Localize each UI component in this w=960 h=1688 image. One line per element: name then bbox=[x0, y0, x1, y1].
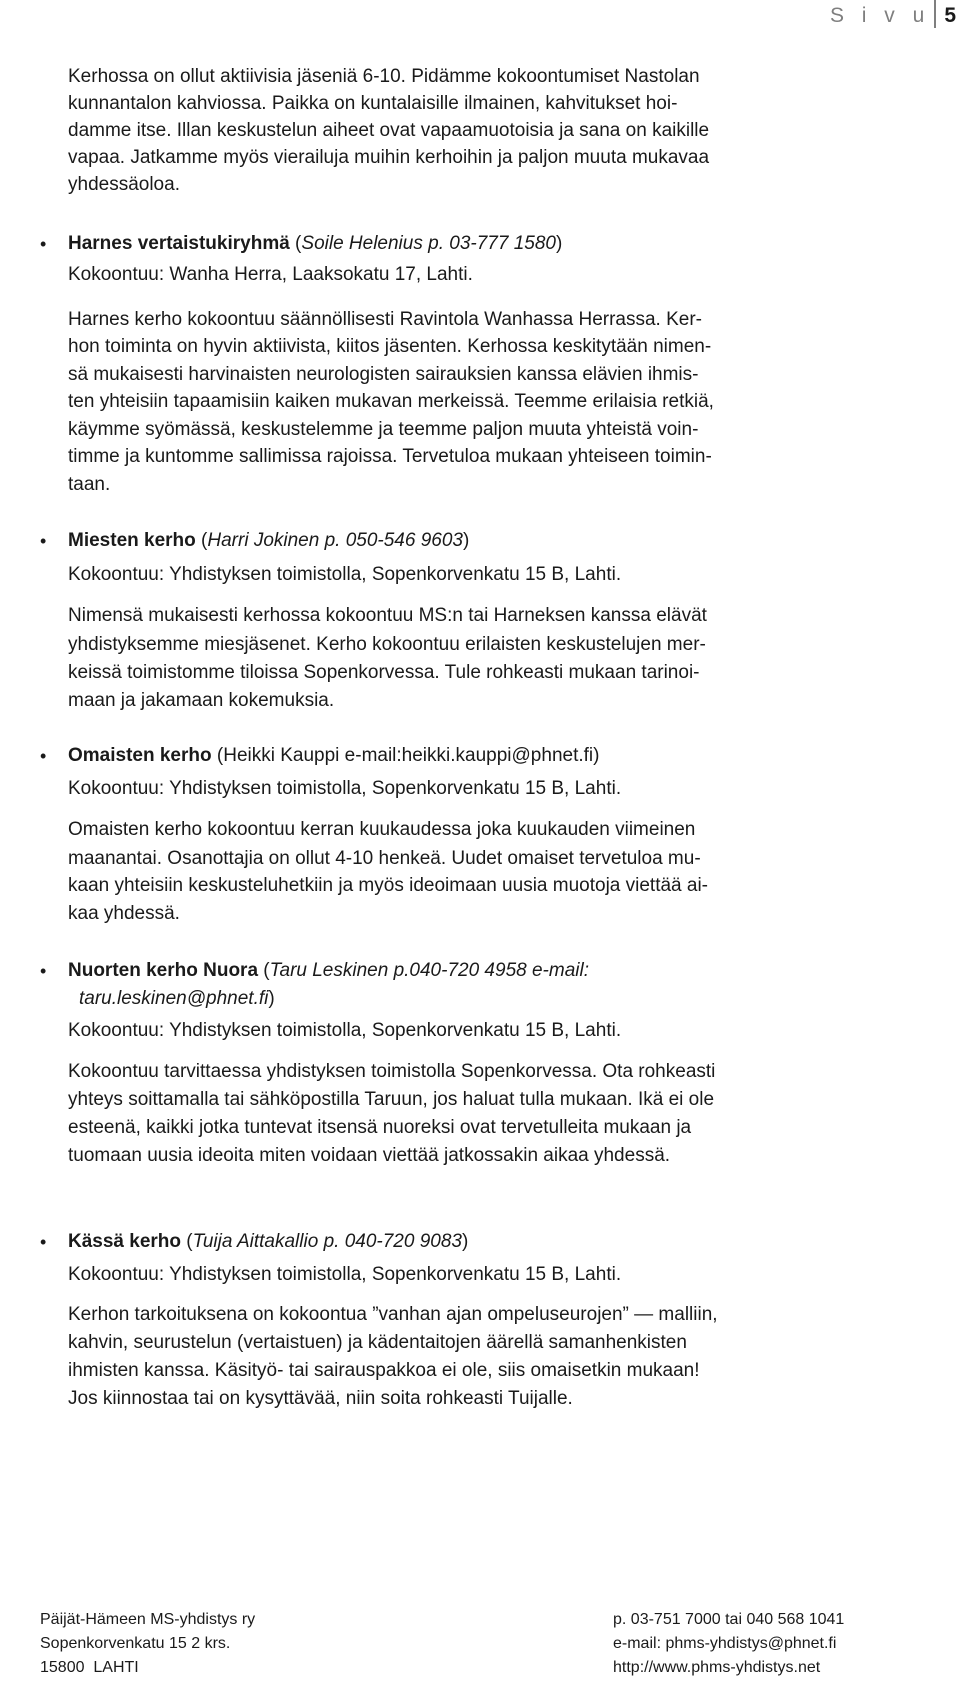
body-line: yhteys soittamalla tai sähköpostilla Taruun, jos haluat tulla mukaan. Ikä ei ole bbox=[68, 1089, 715, 1110]
section-contact: Taru Leskinen p.040-720 4958 e-mail: bbox=[269, 960, 589, 981]
body-line: maan ja jakamaan kokemuksia. bbox=[68, 690, 335, 711]
section-location: Kokoontuu: Yhdistyksen toimistolla, Sopenkorvenkatu 15 B, Lahti. bbox=[68, 564, 622, 585]
page-label: S i v u bbox=[829, 4, 931, 27]
section-title: Omaisten kerho bbox=[68, 745, 212, 766]
body-line: kahvin, seurustelun (vertaistuen) ja kädentaitojen äärellä samanhenkisten bbox=[68, 1332, 687, 1353]
footer-phone: p. 03-751 7000 tai 040 568 1041 bbox=[613, 1611, 845, 1628]
intro-line: Kerhossa on ollut aktiivisia jäseniä 6-10. Pidämme kokoontumiset Nastolan bbox=[68, 66, 700, 87]
paren: ( bbox=[195, 530, 208, 551]
section-heading bbox=[68, 958, 589, 983]
section-title: Miesten kerho bbox=[68, 530, 196, 551]
section-heading bbox=[68, 1229, 468, 1254]
page-header bbox=[830, 0, 956, 28]
body-line: Omaisten kerho kokoontuu kerran kuukaudessa joka kuukauden viimeinen bbox=[68, 819, 696, 840]
paren: ( bbox=[289, 233, 302, 254]
paren: ( bbox=[211, 745, 224, 766]
intro-line: kunnantalon kahviossa. Paikka on kuntalaisille ilmainen, kahvitukset hoi- bbox=[68, 93, 678, 114]
section-location: Kokoontuu: Yhdistyksen toimistolla, Sopenkorvenkatu 15 B, Lahti. bbox=[68, 1264, 622, 1285]
contact-email: taru.leskinen@phnet.fi bbox=[79, 988, 269, 1009]
bullet-icon: • bbox=[40, 961, 47, 981]
paren: ) bbox=[462, 530, 470, 551]
section-location: Kokoontuu: Yhdistyksen toimistolla, Sopenkorvenkatu 15 B, Lahti. bbox=[68, 1020, 622, 1041]
body-line: Kokoontuu tarvittaessa yhdistyksen toimistolla Sopenkorvessa. Ota rohkeasti bbox=[68, 1061, 716, 1082]
body-line: esteenä, kaikki jotka tuntevat itsensä nuoreksi ovat tervetulleita mukaan ja bbox=[68, 1117, 692, 1138]
paren: ) bbox=[268, 988, 275, 1009]
body-line: ten yhteisiin tapaamisiin kaiken mukavan merkeissä. Teemme erilaisia retkiä, bbox=[68, 391, 714, 412]
body-line: kaan yhteisiin keskusteluhetkiin ja myös ideoimaan uusia muotoja viettää ai- bbox=[68, 875, 709, 896]
body-line: hon toiminta on hyvin aktiivista, kiitos jäsenten. Kerhossa keskitytään nimen- bbox=[68, 336, 712, 357]
body-line: keissä toimistomme tiloissa Sopenkorvessa. Tule rohkeasti mukaan tarinoi- bbox=[68, 662, 700, 683]
bullet-icon: • bbox=[40, 1232, 47, 1252]
footer-postcode: 15800 LAHTI bbox=[40, 1659, 139, 1676]
section-contact: Heikki Kauppi e-mail:heikki.kauppi@phnet.fi bbox=[223, 745, 594, 766]
paren: ) bbox=[593, 745, 600, 766]
section-location: Kokoontuu: Wanha Herra, Laaksokatu 17, Lahti. bbox=[68, 264, 473, 285]
section-contact: Harri Jokinen p. 050-546 9603 bbox=[207, 530, 463, 551]
section-title: Harnes vertaistukiryhmä bbox=[68, 233, 290, 254]
bullet-icon: • bbox=[40, 746, 47, 766]
section-title: Kässä kerho bbox=[68, 1231, 182, 1252]
body-line: kaa yhdessä. bbox=[68, 903, 180, 924]
paren: ( bbox=[181, 1231, 193, 1252]
body-line: yhdistyksemme miesjäsenet. Kerho kokoontuu erilaisten keskustelujen mer- bbox=[68, 634, 706, 655]
body-line: maanantai. Osanottajia on ollut 4-10 henkeä. Uudet omaiset tervetuloa mu- bbox=[68, 848, 701, 869]
paren: ( bbox=[258, 960, 270, 981]
intro-line: damme itse. Illan keskustelun aiheet ovat vapaamuotoisia ja sana on kaikille bbox=[68, 120, 710, 141]
intro-line: vapaa. Jatkamme myös vierailuja muihin kerhoihin ja paljon muuta mukavaa bbox=[68, 147, 710, 168]
body-line: ihmisten kanssa. Käsityö- tai sairauspakkoa ei ole, siis omaisetkin mukaan! bbox=[68, 1360, 700, 1381]
body-line: käymme syömässä, keskustelemme ja teemme paljon muuta yhteistä voin- bbox=[68, 419, 699, 440]
footer-org-name: Päijät-Hämeen MS-yhdistys ry bbox=[40, 1611, 256, 1628]
paren: ) bbox=[555, 233, 563, 254]
body-line: Kerhon tarkoituksena on kokoontua ”vanhan ajan ompeluseurojen” — malliin, bbox=[68, 1304, 718, 1325]
footer-address: Sopenkorvenkatu 15 2 krs. bbox=[40, 1635, 231, 1652]
body-line: sä mukaisesti harvinaisten neurologisten sairauksien kanssa elävien ihmis- bbox=[68, 364, 699, 385]
body-line: Nimensä mukaisesti kerhossa kokoontuu MS:n tai Harneksen kanssa elävät bbox=[68, 605, 707, 626]
section-title: Nuorten kerho Nuora bbox=[68, 960, 259, 981]
footer-website[interactable]: http://www.phms-yhdistys.net bbox=[613, 1659, 821, 1676]
body-line: Jos kiinnostaa tai on kysyttävää, niin soita rohkeasti Tuijalle. bbox=[68, 1388, 573, 1409]
section-contact: Tuija Aittakallio p. 040-720 9083 bbox=[192, 1231, 462, 1252]
section-heading bbox=[68, 231, 562, 256]
body-line: Harnes kerho kokoontuu säännöllisesti Ravintola Wanhassa Herrassa. Ker- bbox=[68, 309, 702, 330]
body-line: tuomaan uusia ideoita miten voidaan viettää jatkossakin aikaa yhdessä. bbox=[68, 1145, 671, 1166]
section-contact-cont bbox=[79, 986, 275, 1011]
bullet-icon: • bbox=[40, 234, 47, 254]
body-line: timme ja kuntomme sallimissa rajoissa. Tervetuloa mukaan yhteiseen toimin- bbox=[68, 446, 712, 467]
intro-line: yhdessäoloa. bbox=[68, 174, 180, 195]
section-contact: Soile Helenius p. 03-777 1580 bbox=[301, 233, 556, 254]
bullet-icon: • bbox=[40, 531, 47, 551]
paren: ) bbox=[461, 1231, 469, 1252]
section-heading bbox=[68, 743, 599, 768]
body-line: taan. bbox=[68, 474, 111, 495]
header-divider bbox=[934, 0, 936, 28]
section-location: Kokoontuu: Yhdistyksen toimistolla, Sopenkorvenkatu 15 B, Lahti. bbox=[68, 778, 622, 799]
section-heading bbox=[68, 528, 469, 553]
footer-email[interactable]: e-mail: phms-yhdistys@phnet.fi bbox=[613, 1635, 837, 1652]
page-number: 5 bbox=[944, 4, 956, 27]
